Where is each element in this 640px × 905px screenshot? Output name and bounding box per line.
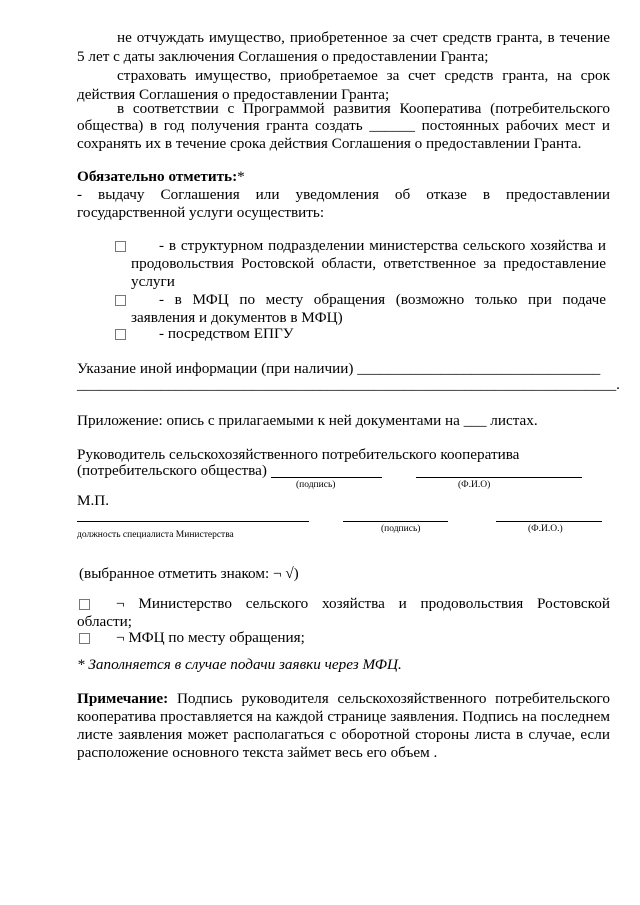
stamp-label: М.П.	[77, 492, 110, 509]
signature-title: (потребительского общества)	[77, 462, 267, 479]
return-option-text: ¬ Министерство сельского хозяйства и продовольствия Ростовской	[116, 595, 610, 612]
attachment-line: Приложение: опись с прилагаемыми к ней документами на ___ листах.	[77, 412, 538, 429]
option-text: услуги	[131, 273, 175, 290]
caption-fio: (Ф.И.О.)	[528, 524, 563, 534]
signature-title: Руководитель сельскохозяйственного потребительского кооператива	[77, 446, 520, 463]
delivery-text: - выдачу Соглашения или уведомления об отказе в предоставлении	[77, 186, 610, 203]
note-line: кооператива проставляется на каждой странице заявления. Подпись на последнем	[77, 708, 610, 725]
other-info-field[interactable]: Указание иной информации (при наличии) ________________________________	[77, 360, 601, 377]
footnote-text: * Заполняется в случае подачи заявки через МФЦ.	[77, 656, 402, 673]
option-checkbox[interactable]	[115, 295, 126, 306]
mandatory-heading	[77, 167, 245, 186]
fio-line[interactable]	[496, 521, 602, 522]
obligation-text: не отчуждать имущество, приобретенное за счет средств гранта, в течение	[117, 29, 610, 46]
note-line: листе заявления может располагаться с оборотной стороны листа в случае, если	[77, 726, 610, 743]
footnote	[77, 655, 402, 674]
signature-line[interactable]	[343, 521, 448, 522]
mandatory-heading-label: Обязательно отметить:	[77, 168, 238, 185]
caption-signature: (подпись)	[381, 524, 421, 534]
select-note: (выбранное отметить знаком: ¬ √)	[79, 565, 299, 582]
return-checkbox[interactable]	[79, 599, 90, 610]
caption-signature: (подпись)	[296, 480, 336, 490]
asterisk: *	[237, 168, 245, 185]
option-text: продовольствия Ростовской области, ответственное за предоставление	[131, 255, 606, 272]
signature-line[interactable]	[271, 477, 382, 478]
obligation-text: 5 лет с даты заключения Соглашения о предоставлении Гранта;	[77, 48, 489, 65]
note-line: расположение основного текста займет весь его объем .	[77, 744, 438, 761]
caption-fio: (Ф.И.О)	[458, 480, 491, 490]
option-text: заявления и документов в МФЦ)	[131, 309, 343, 326]
obligation-text: общества) в год получения гранта создать ______ постоянных рабочих мест и	[77, 117, 610, 134]
obligation-text: в соответствии с Программой развития Кооператива (потребительского	[117, 100, 610, 117]
note-label: Примечание:	[77, 690, 169, 707]
note-line	[77, 689, 610, 708]
option-text: - посредством ЕПГУ	[159, 325, 294, 342]
note-text: Подпись руководителя сельскохозяйственного потребительского	[176, 690, 610, 707]
delivery-text: государственной услуги осуществить:	[77, 204, 325, 221]
obligation-text: страховать имущество, приобретаемое за счет средств гранта, на срок	[117, 67, 610, 84]
return-option-text: ¬ МФЦ по месту обращения;	[116, 629, 305, 646]
return-checkbox[interactable]	[79, 633, 90, 644]
specialist-position-caption: должность специалиста Министерства	[77, 530, 234, 540]
option-checkbox[interactable]	[115, 241, 126, 252]
obligation-text: сохранять их в течение срока действия Соглашения о предоставлении Гранта.	[77, 135, 582, 152]
other-info-field[interactable]: _______________________________________________________________________.	[77, 376, 620, 393]
option-text: - в структурном подразделении министерства сельского хозяйства и	[159, 237, 606, 254]
option-text: - в МФЦ по месту обращения (возможно только при подаче	[159, 291, 606, 308]
position-line[interactable]	[77, 521, 309, 522]
obligation-text: действия Соглашения о предоставлении Гранта;	[77, 86, 390, 103]
return-option-text: области;	[77, 613, 132, 630]
option-checkbox[interactable]	[115, 329, 126, 340]
fio-line[interactable]	[416, 477, 582, 478]
